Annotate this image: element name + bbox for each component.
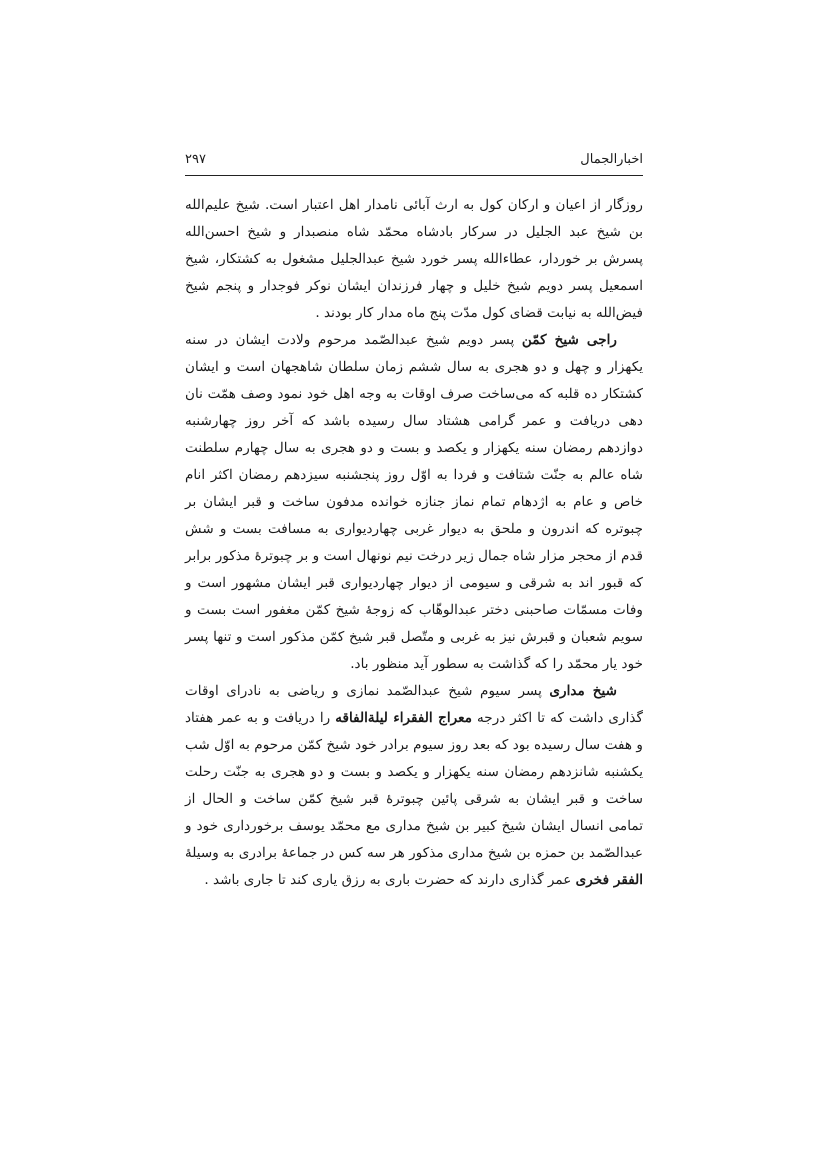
paragraph-1-text: روزگار از اعیان و ارکان کول به ارث آبائی نامدار اهل اعتبار است. شیخ علیم‌الله بن شیخ عبد الجلیل در سرکار بادشاه محمّد شاه منصبدار و شیخ احسن‌الله پسرش بر خوردار، عطاءالله پسر خورد شیخ عبدالجلیل مشغول به کشتکار، شیخ اسمعیل پسر دویم شیخ خلیل و چهار فرزندان ایشان نوکر فوجدار و پنجم شیخ فیض‌الله به نیابت قضای کول مدّت پنج ماه مدار کار بودند . — [185, 197, 643, 321]
body-text — [185, 192, 643, 894]
paragraph-1 — [185, 192, 643, 327]
page-number: ۲۹۷ — [185, 152, 206, 167]
paragraph-2-heading: راجی شیخ کمّن — [521, 332, 617, 348]
running-header — [185, 150, 643, 174]
paragraph-3-text-b: را دریافت و به عمر هفتاد و هفت سال رسیده بود که بعد روز سیوم برادر خود شیخ کمّن مرحوم به اوّل شب یکشنبه شانزدهم رمضان سنه یکهزار و یکصد و بست و دو هجری به جنّت رحلت ساخت و قبر ایشان به شرقی پائین چبوترهٔ قبر شیخ کمّن ساخت و الحال از تمامی انسال ایشان شیخ کبیر بن شیخ مداری مع محمّد یوسف برخورداری خود و عبدالصّمد بن حمزه بن شیخ مداری مذکور هر سه کس در جماعهٔ برادری به وسیلهٔ — [185, 710, 643, 861]
paragraph-3-text-a: پسر سیوم شیخ عبدالصّمد نمازی و ریاضی به نادرای اوقات گذاری داشت که تا اکثر درجه — [185, 683, 643, 726]
book-title: اخبارالجمال — [580, 152, 643, 167]
paragraph-3 — [185, 678, 643, 894]
paragraph-2-text: پسر دویم شیخ عبدالصّمد مرحوم ولادت ایشان در سنه یکهزار و چهل و دو هجری به سال ششم زمان سلطان شاهجهان است و ایشان کشتکار ده قلبه که می‌ساخت صرف اوقات به وجه اهل خود نمود وصف همّت نان دهی دریافت و عمر گرامی هشتاد سال رسیده باشد که آخر روز چهارشنبه دوازدهم رمضان سنه یکهزار و یکصد و بست و دو هجری به سال چهارم سلطنت شاه عالم به جنّت شتافت و فردا به اوّل روز پنجشنبه سیزدهم رمضان اکثر انام خاص و عام به اژدهام تمام نماز جنازه خوانده مدفون ساخت و قبر ایشان بر چبوتره که اندرون و ملحق به دیوار غربی چهاردیواری به مسافت بست و شش قدم از محجر مزار شاه جمال زیر درخت نیم نونهال است و بر چبوترهٔ مذکور برابر که قبور اند به شرقی و سیومی از دیوار چهاردیواری قبر ایشان مشهور است و وفات مسمّات صاحبنی دختر عبدالوهّاب که زوجهٔ شیخ کمّن مغفور است بست و سویم شعبان و قبرش نیز به غربی و متّصل قبر شیخ کمّن مذکور است و تنها پسر خود یار محمّد را که گذاشت به سطور آید منظور باد. — [185, 332, 643, 672]
paragraph-3-bold-phrase-2: الفقر فخری — [575, 872, 643, 888]
header-rule — [185, 175, 643, 176]
paragraph-2 — [185, 327, 643, 678]
paragraph-3-text-c: عمر گذاری دارند که حضرت باری به رزق یاری کند تا جاری باشد . — [204, 872, 576, 888]
paragraph-3-heading: شیخ مداری — [549, 683, 617, 699]
paragraph-3-bold-phrase: معراج الفقراء لیلةالفاقه — [335, 710, 472, 726]
